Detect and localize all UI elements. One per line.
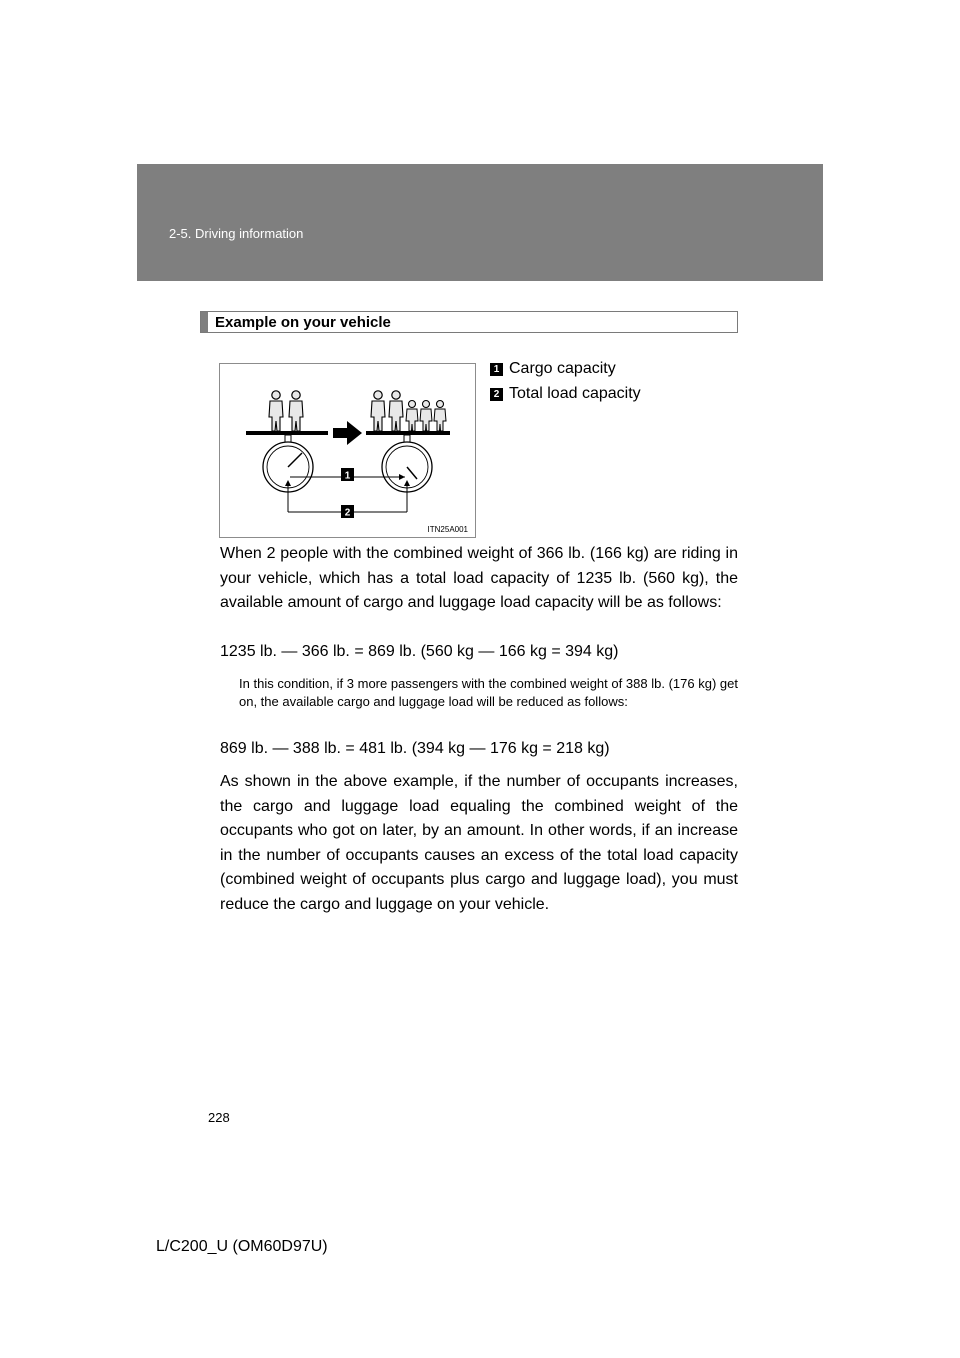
figure-marker-1-label: 1 xyxy=(344,470,351,482)
left-platform xyxy=(246,431,328,435)
child-icon xyxy=(406,401,418,432)
scale-diagram xyxy=(220,364,475,537)
header-band xyxy=(137,164,823,281)
section-heading xyxy=(200,311,738,333)
section-label: 2-5. Driving information xyxy=(169,226,304,241)
child-icon xyxy=(420,401,432,432)
heading-accent-bar xyxy=(201,312,208,332)
note-paragraph: In this condition, if 3 more passengers with the combined weight of 388 lb. (176 kg) get on, the available cargo and luggage load will be reduced as follows: xyxy=(239,676,738,709)
person-icon xyxy=(389,391,403,431)
figure-marker-2-label: 2 xyxy=(344,507,351,519)
legend-label-2: Total load capacity xyxy=(509,385,641,402)
equation-2: 869 lb. — 388 lb. = 481 lb. (394 kg — 176 kg = 218 kg) xyxy=(220,740,610,757)
legend-marker-2: 2 xyxy=(490,388,503,401)
explanation-paragraph: As shown in the above example, if the number of occupants increases, the cargo and luggage load equaling the combined weight of the occupants who got on later, by an amount. In other words, if an increase in the number of occupants causes an excess of the total load capacity (combined weight of occupants plus cargo and luggage load), you must reduce the cargo and luggage on your vehicle. xyxy=(220,773,738,913)
right-platform xyxy=(366,431,450,435)
legend-item-2 xyxy=(490,385,641,403)
document-code: L/C200_U (OM60D97U) xyxy=(156,1238,328,1255)
child-icon xyxy=(434,401,446,432)
load-capacity-illustration xyxy=(219,363,476,538)
heading-text: Example on your vehicle xyxy=(215,314,391,331)
person-icon xyxy=(371,391,385,431)
equation-1: 1235 lb. — 366 lb. = 869 lb. (560 kg — 166 kg = 394 kg) xyxy=(220,643,619,660)
person-icon xyxy=(269,391,283,431)
arrow-right-icon xyxy=(333,421,362,445)
figure-code: ITN25A001 xyxy=(427,525,468,534)
legend-marker-1: 1 xyxy=(490,363,503,376)
page-number: 228 xyxy=(208,1110,230,1125)
example-paragraph: When 2 people with the combined weight of 366 lb. (166 kg) are riding in your vehicle, which has a total load capacity of 1235 lb. (560 kg), the available amount of cargo and luggage load capacity will be as follows: xyxy=(220,545,738,611)
legend-label-1: Cargo capacity xyxy=(509,360,616,377)
person-icon xyxy=(289,391,303,431)
legend-item-1 xyxy=(490,360,616,378)
